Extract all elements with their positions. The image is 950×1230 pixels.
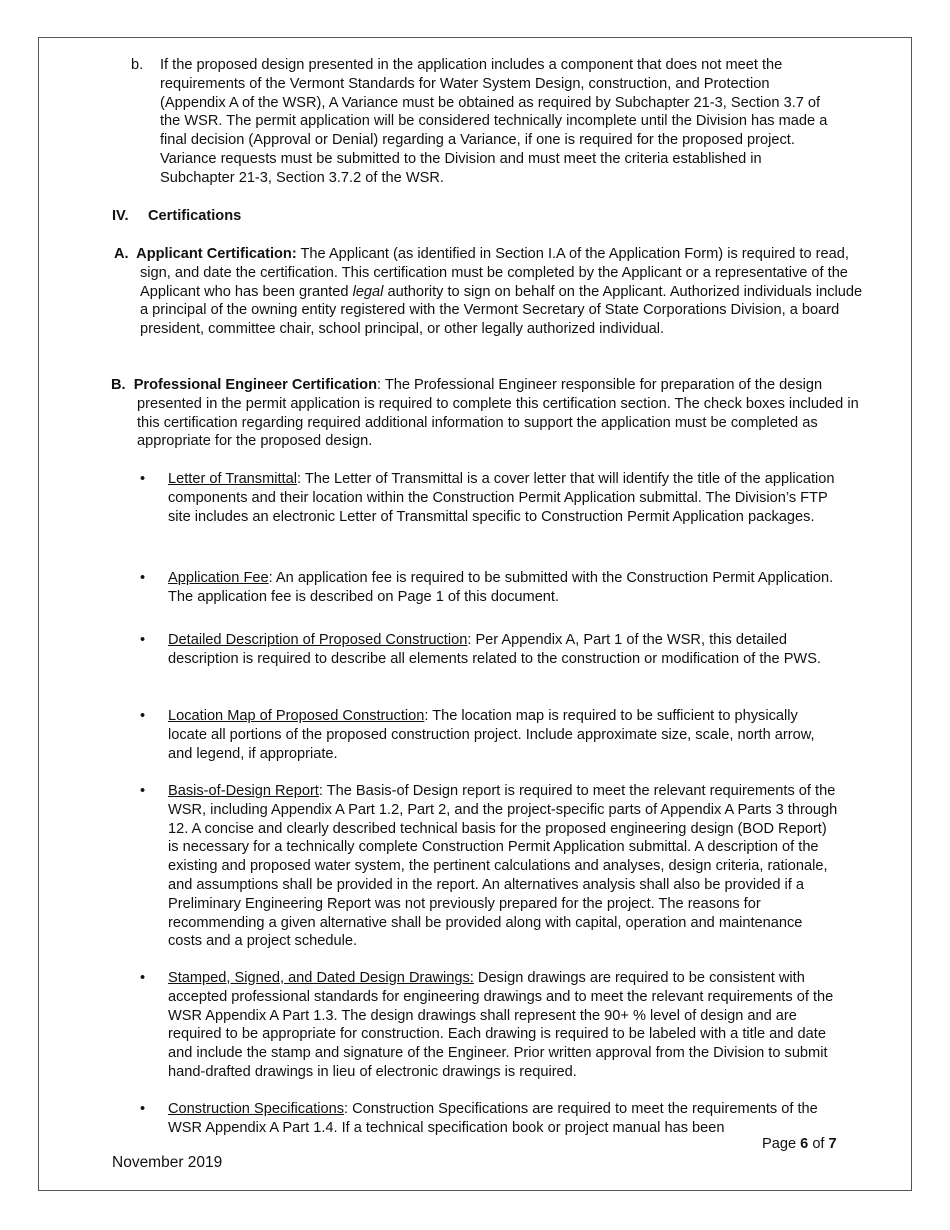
bullet-icon: • — [140, 708, 146, 724]
section-a-heading: Applicant Certification: — [136, 246, 297, 262]
bullet-icon: • — [140, 570, 146, 586]
section-a-text-1: The Applicant (as identified in Section I.A of the Application Form) is required to read, sign, and date the certification. This certification must be completed by the Applicant or a representative of the Applicant who has been granted — [140, 246, 849, 300]
bullet-text: Design drawings are required to be consistent with accepted professional standards for engineering drawings and to meet the relevant requirements of the WSR Appendix A Part 1.3. The design drawings shall represent the 90+ % level of design and are required to be appropriate for construction. Each drawing is required to be labeled with a title and date and include the stamp and signature of the Engineer. Prior written approval from the Division to submit hand-drafted drawings in lieu of electronic drawings is required. — [168, 970, 834, 1080]
section-iv-title: Certifications — [148, 208, 242, 224]
bullet-term: Construction Specifications — [168, 1101, 345, 1117]
item-b-label: b. — [131, 57, 144, 73]
bullet-term: Location Map of Proposed Construction — [168, 708, 425, 724]
section-a-emphasis: legal — [352, 283, 384, 300]
list-item — [140, 707, 840, 763]
section-b-text: : The Professional Engineer responsible for preparation of the design presented in the permit application is required to complete this certification section. The check boxes included in this certification regarding required additional information to support the application must be completed as appropriate for the proposed design. — [137, 377, 859, 450]
page-mid: of — [808, 1136, 829, 1152]
bullet-term: Stamped, Signed, and Dated Design Drawings: — [168, 970, 474, 986]
section-a — [114, 245, 865, 339]
item-b — [131, 56, 831, 188]
bullet-text: : An application fee is required to be submitted with the Construction Permit Application. The application fee is described on Page 1 of this document. — [168, 570, 834, 605]
section-iv-number: IV. — [112, 208, 129, 224]
section-b-heading: Professional Engineer Certification — [133, 377, 377, 393]
bullet-term: Letter of Transmittal — [168, 471, 297, 487]
bullet-term: Detailed Description of Proposed Construction — [168, 632, 468, 648]
section-iv-heading — [112, 207, 241, 226]
bullet-icon: • — [140, 783, 146, 799]
page-number — [762, 1135, 837, 1154]
list-item — [140, 569, 840, 607]
section-b-label: B. — [111, 377, 126, 393]
bullet-text: : The Basis-of Design report is required to meet the relevant requirements of the WSR, including Appendix A Part 1.2, Part 2, and the project-specific parts of Appendix A Parts 3 through 12. A concise and clearly described technical basis for the proposed engineering design (BOD Report) is necessary for a technically complete Construction Permit Application submittal. A description of the existing and proposed water system, the pertinent calculations and analyses, design criteria, rationale, and assumptions shall be provided in the report. An alternatives analysis shall also be provided if a Preliminary Engineering Report was not previously prepared for the project. The reasons for recommending a given alternative shall be provided along with capital, operation and maintenance costs and a project schedule. — [168, 783, 838, 950]
section-a-label: A. — [114, 246, 129, 262]
page-current: 6 — [800, 1136, 809, 1152]
bullet-icon: • — [140, 1101, 146, 1117]
list-item — [140, 631, 840, 669]
bullet-text: : Construction Specifications are required to meet the requirements of the WSR Appendix A Part 1.4. If a technical specification book or project manual has been — [168, 1101, 818, 1136]
bullet-icon: • — [140, 471, 146, 487]
list-item — [140, 782, 840, 951]
section-b — [111, 376, 865, 451]
list-item — [140, 1100, 840, 1138]
section-a-text-2: authority to sign on behalf on the Applicant. Authorized individuals include a principal of the owning entity registered with the Vermont Secretary of State Corporations Division, a board president, committee chair, school principal, or other legally authorized individual. — [140, 283, 863, 338]
bullet-term: Application Fee — [168, 570, 269, 586]
bullet-text: : The location map is required to be sufficient to physically locate all portions of the proposed construction project. Include approximate size, scale, north arrow, and legend, if appropriate. — [168, 708, 815, 762]
page-prefix: Page — [762, 1136, 801, 1152]
bullet-term: Basis-of-Design Report — [168, 783, 319, 799]
footer-date: November 2019 — [112, 1154, 223, 1171]
bullet-icon: • — [140, 632, 146, 648]
bullet-icon: • — [140, 970, 146, 986]
page-total: 7 — [828, 1136, 837, 1152]
list-item — [140, 969, 840, 1082]
bullet-text: : The Letter of Transmittal is a cover letter that will identify the title of the application components and their location within the Construction Permit Application submittal. The Division’s FTP site includes an electronic Letter of Transmittal specific to Construction Permit Application packages. — [168, 471, 835, 525]
bullet-text: : Per Appendix A, Part 1 of the WSR, this detailed description is required to describe all elements related to the construction or modification of the PWS. — [168, 632, 821, 667]
list-item — [140, 470, 840, 526]
item-b-text: If the proposed design presented in the application includes a component that does not meet the requirements of the Vermont Standards for Water System Design, construction, and Protection (Appendix A of the WSR), A Variance must be obtained as required by Subchapter 21-3, Section 3.7 of the WSR. The permit application will be considered technically incomplete until the Division has made a final decision (Approval or Denial) regarding a Variance, if one is required for the proposed project. Variance requests must be submitted to the Division and must meet the criteria established in Subchapter 21-3, Section 3.7.2 of the WSR. — [160, 57, 828, 186]
